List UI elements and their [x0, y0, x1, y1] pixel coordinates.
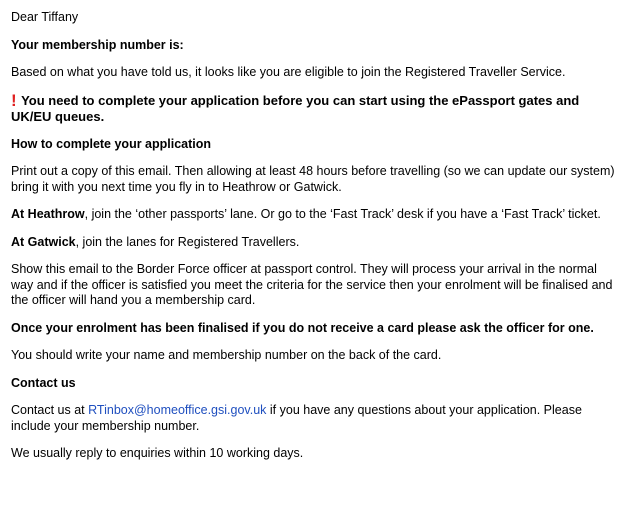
- heathrow-text: , join the ‘other passports’ lane. Or go to the ‘Fast Track’ desk if you have a ‘Fast Track’ ticket.: [84, 207, 601, 221]
- gatwick-instructions: [11, 235, 618, 251]
- contact-after: if you have any questions about your application. Please include your membership number.: [11, 403, 582, 433]
- reply-time-text: We usually reply to enquiries within 10 working days.: [11, 446, 304, 460]
- print-instructions: Print out a copy of this email. Then allowing at least 48 hours before travelling (so we can update our system) bring it with you next time you fly in to Heathrow or Gatwick.: [11, 164, 615, 194]
- write-name-text: You should write your name and membership number on the back of the card.: [11, 348, 442, 362]
- gatwick-label: At Gatwick: [11, 234, 76, 249]
- eligibility-text: Based on what you have told us, it looks like you are eligible to join the Registered Traveller Service.: [11, 65, 566, 79]
- membership-heading: Your membership number is:: [11, 37, 184, 52]
- contact-text: [11, 403, 618, 434]
- warning-text: You need to complete your application before you can start using the ePassport gates and UK/EU queues.: [11, 92, 580, 124]
- border-force-text: Show this email to the Border Force officer at passport control. They will process your arrival in the normal way and if the officer is satisfied you meet the criteria for the service then your enrolment will be finalised and the officer will hand you a membership card.: [11, 262, 613, 307]
- heathrow-label: At Heathrow: [11, 207, 85, 221]
- contact-email-link[interactable]: RTinbox@homeoffice.gsi.gov.uk: [88, 403, 267, 417]
- contact-before: Contact us at: [11, 403, 89, 417]
- warning-message: [11, 90, 618, 125]
- heathrow-instructions: [11, 207, 618, 223]
- greeting: Dear Tiffany: [11, 10, 79, 24]
- contact-heading: Contact us: [11, 375, 76, 390]
- card-notice: Once your enrolment has been finalised if you do not receive a card please ask the officer for one.: [11, 320, 594, 335]
- exclamation-icon: !: [11, 90, 17, 110]
- gatwick-text: , join the lanes for Registered Travellers.: [75, 234, 300, 249]
- how-to-heading: How to complete your application: [11, 136, 212, 151]
